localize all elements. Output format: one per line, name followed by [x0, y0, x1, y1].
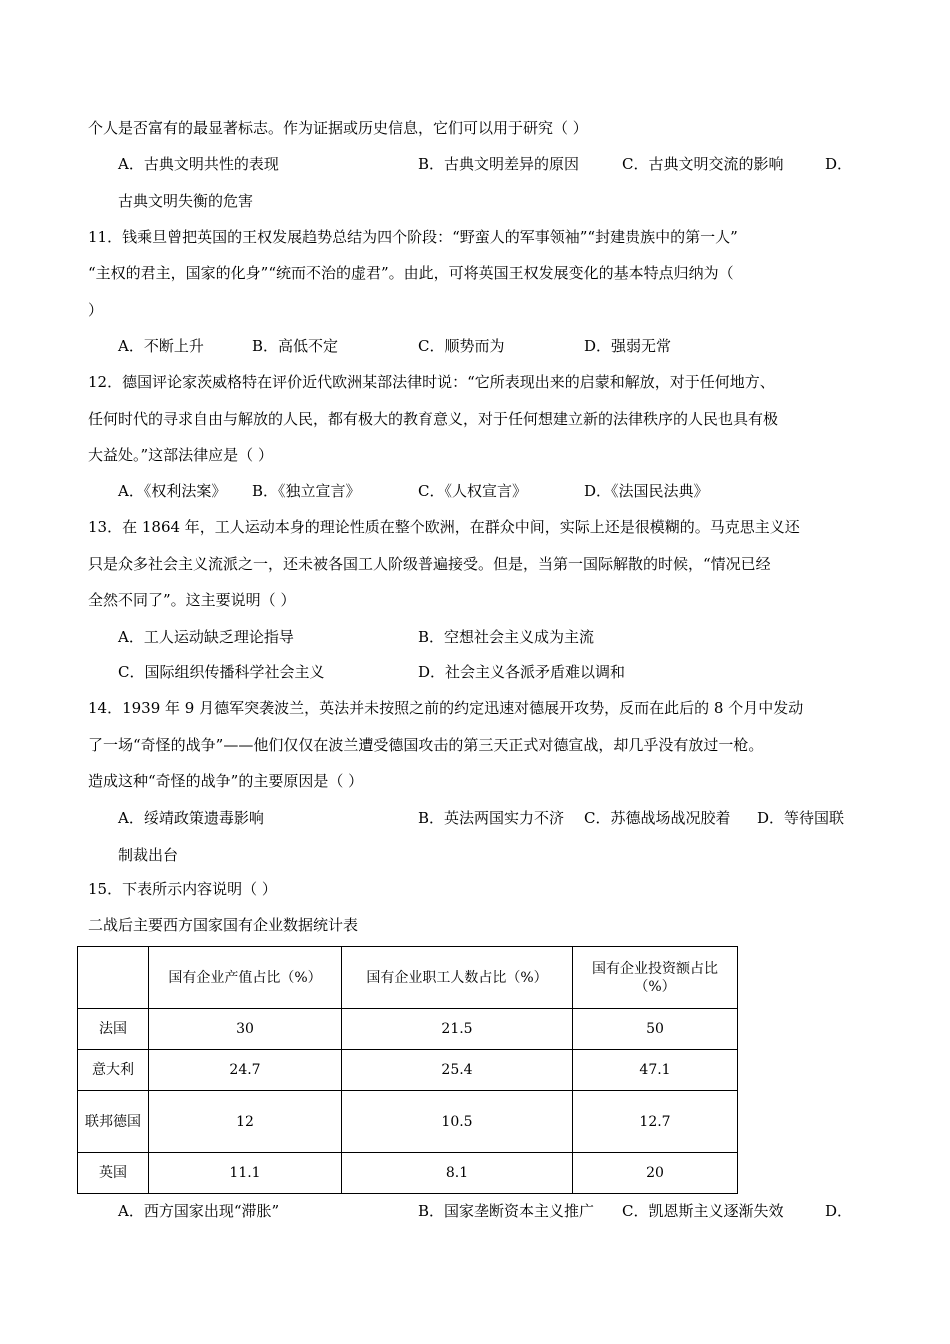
- table-row: [78, 1153, 738, 1194]
- table-header-cell: [78, 947, 149, 1009]
- q13-option-c: C．国际组织传播科学社会主义: [118, 663, 325, 681]
- state-enterprise-table: [77, 946, 738, 1194]
- table-row-country: 联邦德国: [78, 1091, 149, 1153]
- table-header-cell: 国有企业产值占比（%）: [149, 947, 342, 1009]
- q10-option-a: A．古典文明共性的表现: [118, 155, 279, 173]
- question-14-line-2: 了一场“奇怪的战争”——他们仅仅在波兰遭受德国攻击的第三天正式对德宣战，却几乎没有放过一枪。: [88, 736, 764, 754]
- table-cell: 12: [149, 1091, 342, 1153]
- table-cell: 11.1: [149, 1153, 342, 1194]
- question-10-text: 个人是否富有的最显著标志。作为证据或历史信息，它们可以用于研究（ ）: [88, 119, 588, 137]
- q13-option-d: D．社会主义各派矛盾难以调和: [418, 663, 626, 681]
- table-header-cell: 国有企业投资额占比（%）: [573, 947, 738, 1009]
- table-cell: 47.1: [573, 1050, 738, 1091]
- q11-option-d: D．强弱无常: [584, 337, 672, 355]
- q11-option-a: A．不断上升: [118, 337, 204, 355]
- q13-option-a: A．工人运动缺乏理论指导: [118, 628, 294, 646]
- question-11-line-3: ）: [88, 301, 104, 319]
- question-13-line-1: 13．在 1864 年，工人运动本身的理论性质在整个欧洲，在群众中间，实际上还是很模糊的。马克思主义还: [88, 518, 800, 536]
- table-cell: 20: [573, 1153, 738, 1194]
- q10-option-d-text: 古典文明失衡的危害: [118, 192, 254, 210]
- table-row: [78, 1050, 738, 1091]
- table-row: [78, 1091, 738, 1153]
- table-header-row: [78, 947, 738, 1009]
- table-row-country: 法国: [78, 1009, 149, 1050]
- table-header-cell: 国有企业职工人数占比（%）: [342, 947, 573, 1009]
- table-cell: 25.4: [342, 1050, 573, 1091]
- q12-option-d: D．《法国民法典》: [584, 482, 709, 500]
- question-12-line-2: 任何时代的寻求自由与解放的人民，都有极大的教育意义，对于任何想建立新的法律秩序的人民也具有极: [88, 410, 779, 428]
- q10-option-d: D．: [825, 155, 853, 173]
- q14-option-b: B．英法两国实力不济: [418, 809, 565, 827]
- q10-option-c: C．古典文明交流的影响: [622, 155, 784, 173]
- table-cell: 12.7: [573, 1091, 738, 1153]
- question-14-line-1: 14．1939 年 9 月德军突袭波兰，英法并未按照之前的约定迅速对德展开攻势，反而在此后的 8 个月中发动: [88, 699, 804, 717]
- q14-option-a: A．绥靖政策遗毒影响: [118, 809, 264, 827]
- question-15-text: 15．下表所示内容说明（ ）: [88, 880, 277, 898]
- q15-option-c: C．凯恩斯主义逐渐失效: [622, 1202, 784, 1220]
- question-12-line-3: 大益处。”这部法律应是（ ）: [88, 446, 273, 464]
- table-cell: 21.5: [342, 1009, 573, 1050]
- question-13-line-3: 全然不同了”。这主要说明（ ）: [88, 591, 296, 609]
- q14-option-d: D．等待国联: [757, 809, 845, 827]
- table-row: [78, 1009, 738, 1050]
- table-cell: 8.1: [342, 1153, 573, 1194]
- question-14-line-3: 造成这种“奇怪的战争”的主要原因是（ ）: [88, 772, 364, 790]
- q11-option-b: B．高低不定: [252, 337, 339, 355]
- q13-option-b: B．空想社会主义成为主流: [418, 628, 595, 646]
- q14-option-d-text: 制裁出台: [118, 846, 179, 864]
- table-row-country: 英国: [78, 1153, 149, 1194]
- question-11-line-1: 11．钱乘旦曾把英国的王权发展趋势总结为四个阶段：“野蛮人的军事领袖”“封建贵族中的第一人”: [88, 228, 738, 246]
- q11-option-c: C．顺势而为: [418, 337, 505, 355]
- question-13-line-2: 只是众多社会主义流派之一，还未被各国工人阶级普遍接受。但是，当第一国际解散的时候，“情况已经: [88, 555, 771, 573]
- q15-option-b: B．国家垄断资本主义推广: [418, 1202, 595, 1220]
- question-11-line-2: “主权的君主，国家的化身”“统而不治的虚君”。由此，可将英国王权发展变化的基本特点归纳为（: [88, 264, 734, 282]
- q12-option-c: C．《人权宣言》: [418, 482, 527, 500]
- table-cell: 30: [149, 1009, 342, 1050]
- table-cell: 10.5: [342, 1091, 573, 1153]
- q10-option-b: B．古典文明差异的原因: [418, 155, 580, 173]
- table-cell: 50: [573, 1009, 738, 1050]
- q15-option-a: A．西方国家出现“滞胀”: [118, 1202, 280, 1220]
- table-title: 二战后主要西方国家国有企业数据统计表: [88, 916, 359, 934]
- question-12-line-1: 12．德国评论家茨威格特在评价近代欧洲某部法律时说：“它所表现出来的启蒙和解放，对于任何地方、: [88, 373, 775, 391]
- q14-option-c: C．苏德战场战况胶着: [584, 809, 731, 827]
- q15-option-d: D．: [825, 1202, 853, 1220]
- table-row-country: 意大利: [78, 1050, 149, 1091]
- q12-option-b: B．《独立宣言》: [252, 482, 361, 500]
- table-cell: 24.7: [149, 1050, 342, 1091]
- q12-option-a: A．《权利法案》: [118, 482, 227, 500]
